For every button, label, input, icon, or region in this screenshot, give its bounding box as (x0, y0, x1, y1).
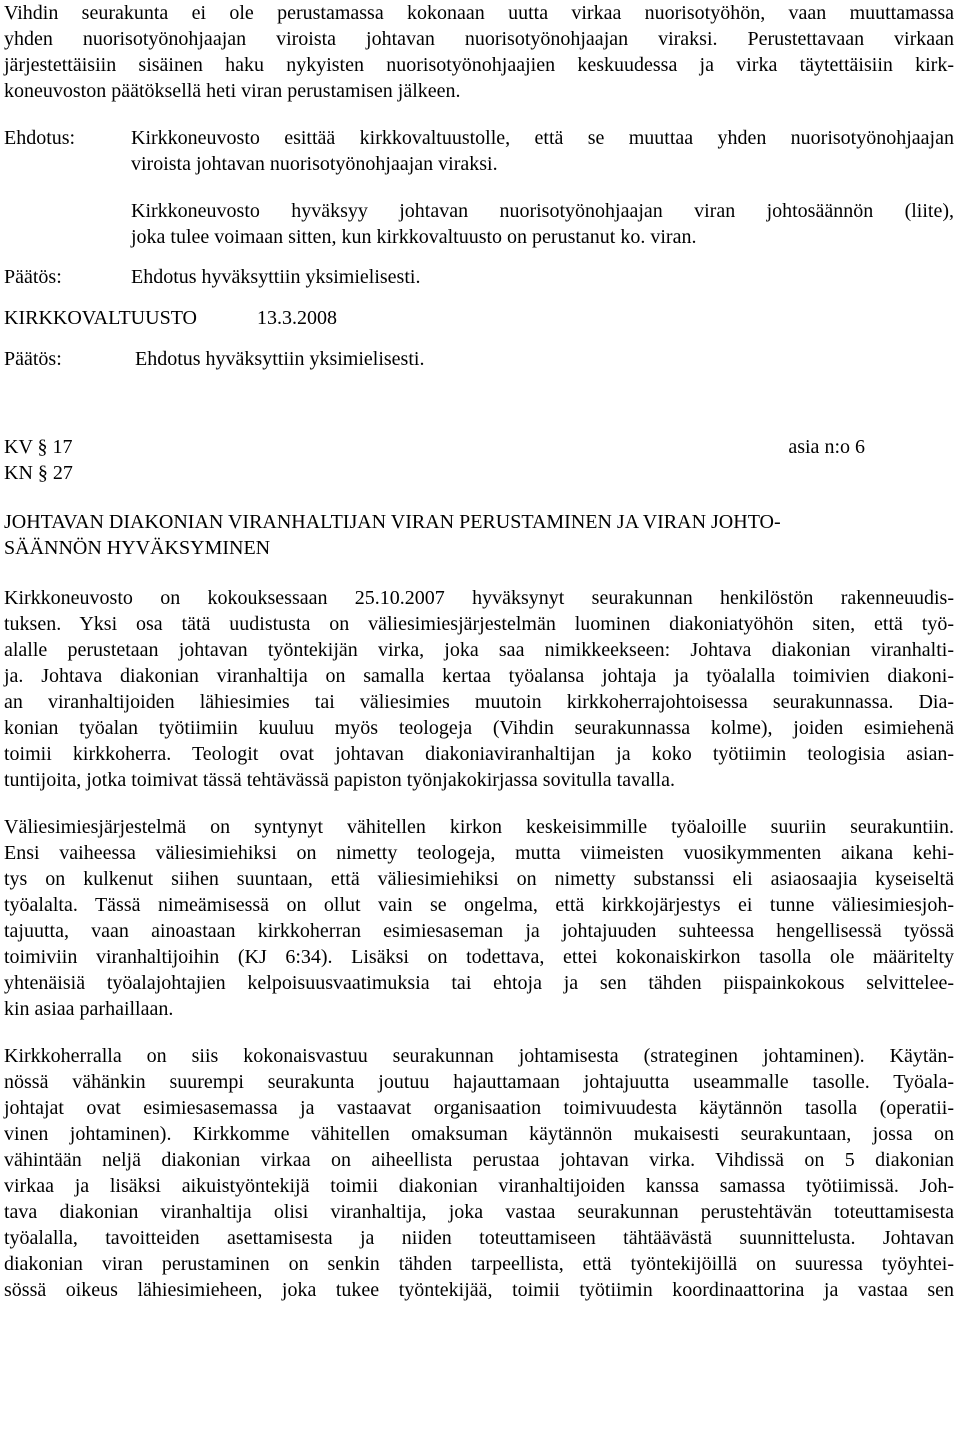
intro-line: yhden nuorisotyönohjaajan viroista johtavan nuorisotyönohjaajan viraksi. Perustettavaan virkaan (4, 28, 954, 50)
body-paragraph-2 (4, 814, 954, 1022)
body-line: ja. Johtava diakonian viranhaltija on samalla kertaa työalansa johtaja ja työalalla toimivien diakoni- (4, 665, 954, 687)
body-line: tuksen. Yksi osa tätä uudistusta on väliesimiesjärjestelmän luominen diakoniatyöhön siten, että työ- (4, 613, 954, 635)
body-line: Kirkkoherralla on siis kokonaisvastuu seurakunnan johtamisesta (strateginen johtaminen). Käytän- (4, 1045, 954, 1067)
body-line: Kirkkoneuvosto on kokouksessaan 25.10.2007 hyväksynyt seurakunnan henkilöstön rakenneuudis- (4, 587, 954, 609)
body-line: tajuutta, vaan ainoastaan kirkkoherran esimiesaseman ja johtajuuden suhteessa hengellisessä työssä (4, 920, 954, 942)
council-date: 13.3.2008 (257, 307, 337, 329)
council-heading (4, 305, 954, 331)
proposal-block (4, 125, 954, 250)
intro-paragraph (4, 0, 954, 104)
body-line: alalle perustetaan johtavan työntekijän virka, joka saa nimikkeekseen: Johtava diakonian viranhalti- (4, 639, 954, 661)
body-line: Väliesimiesjärjestelmä on syntynyt vähitellen kirkon keskeisimmille työaloille suuriin seurakuntiin. (4, 816, 954, 838)
proposal-line: viroista johtavan nuorisotyönohjaajan viraksi. (131, 153, 498, 175)
body-line: sössä oikeus lähiesimieheen, joka tukee työntekijää, toimii työtiimin koordinaattorina ja vastaa sen (4, 1279, 954, 1301)
decision-block-2 (4, 346, 954, 372)
body-line: nössä vähänkin suurempi seurakunta joutuu hajauttamaan johtajuutta useammalle tasolle. Työala- (4, 1071, 954, 1093)
proposal-line: Kirkkoneuvosto esittää kirkkovaltuustolle, että se muuttaa yhden nuorisotyönohjaajan (131, 127, 954, 149)
body-line: Ensi vaiheessa väliesimiehiksi on nimetty teologeja, mutta viimeisten vuosikymmenten aikana kehi- (4, 842, 954, 864)
intro-line: järjestettäisiin sisäinen haku nykyisten nuorisotyönohjaajien keskuudessa ja virka täytettäisiin kirk- (4, 54, 954, 76)
body-line: toimii kirkkoherra. Teologit ovat johtavan diakoniaviranhaltijan ja koko työtiimin teologisia asian- (4, 743, 954, 765)
section-title-line: SÄÄNNÖN HYVÄKSYMINEN (4, 537, 271, 559)
proposal-body (131, 125, 954, 250)
decision-text: Ehdotus hyväksyttiin yksimielisesti. (131, 266, 421, 288)
body-line: konian työalan työtiimiin kuuluu myös teologeja (Vihdin seurakunnassa kolme), joiden esimiehenä (4, 717, 954, 739)
body-line: diakonian viran perustaminen on senkin tähden tarpeellista, että työntekijöillä on suuressa työyhtei- (4, 1253, 954, 1275)
decision-label: Päätös: (4, 266, 62, 288)
proposal-line: Kirkkoneuvosto hyväksyy johtavan nuorisotyönohjaajan viran johtosäännön (liite), (131, 200, 954, 222)
body-line: työalalta. Tässä nimeämisessä on ollut vain se ongelma, että kirkkojärjestys ei tunne väliesimiesjoh- (4, 894, 954, 916)
kn-section: KN § 27 (4, 462, 73, 484)
body-line: työalalla, tavoitteiden asettamisesta ja niiden toteuttamiseen tähtäävästä suunnittelusta. Johtavan (4, 1227, 954, 1249)
section-title-line: JOHTAVAN DIAKONIAN VIRANHALTIJAN VIRAN PERUSTAMINEN JA VIRAN JOHTO- (4, 511, 781, 533)
intro-line: Vihdin seurakunta ei ole perustamassa kokonaan uutta virkaa nuorisotyöhön, vaan muuttamassa (4, 2, 954, 24)
section-reference-row (4, 434, 954, 460)
body-line: kin asiaa parhaillaan. (4, 998, 174, 1020)
body-line: tava diakonian viranhaltija olisi viranhaltija, joka vastaa seurakunnan perustehtävän toteuttamisesta (4, 1201, 954, 1223)
proposal-label: Ehdotus: (4, 127, 76, 149)
decision-block-1 (4, 264, 954, 290)
body-line: toimiviin viranhaltijoihin (KJ 6:34). Lisäksi on todettava, ettei kokonaiskirkon tasolla ole määritelty (4, 946, 954, 968)
body-line: johtajat ovat esimiesasemassa ja vastaavat organisaation toimivuudesta käytännön tasolla (operatii- (4, 1097, 954, 1119)
asia-number: asia n:o 6 (788, 436, 865, 458)
council-name: KIRKKOVALTUUSTO (4, 307, 197, 329)
body-line: yhtenäisiä työalajohtajien kelpoisuusvaatimuksia tai ehtoja ja sen tähden piispainkokous selvitteleе- (4, 972, 954, 994)
body-line: tys on kulkenut siihen suuntaan, että väliesimiehiksi on nimetty substanssi eli asiaosaajia kyseiseltä (4, 868, 954, 890)
decision-text: Ehdotus hyväksyttiin yksimielisesti. (135, 348, 425, 370)
body-line: vähintään neljä diakonian virkaa on aiheellista perustaa johtavan virka. Vihdissä on 5 diakonian (4, 1149, 954, 1171)
document-page (4, 0, 954, 1303)
body-paragraph-3 (4, 1043, 954, 1303)
intro-line: koneuvoston päätöksellä heti viran perustamisen jälkeen. (4, 80, 461, 102)
body-line: tuntijoita, jotka toimivat tässä tehtävässä papiston työnjakokirjassa sovitulla tavalla. (4, 769, 675, 791)
body-line: vinen johtaminen). Kirkkomme vähitellen omaksuman käytännön mukaisesti seurakuntaan, jossa on (4, 1123, 954, 1145)
section-title (4, 509, 954, 561)
body-line: an viranhaltijoiden lähiesimies tai väliesimies muutoin kirkkoherrajohtoisessa seurakunnassa. Dia- (4, 691, 954, 713)
kv-section: KV § 17 (4, 436, 73, 458)
body-paragraph-1 (4, 585, 954, 793)
body-line: virkaa ja lisäksi aikuistyöntekijä toimii diakonian viranhaltijoiden kanssa samassa työtiimissä. Joh- (4, 1175, 954, 1197)
decision-label: Päätös: (4, 348, 62, 370)
proposal-line: joka tulee voimaan sitten, kun kirkkovaltuusto on perustanut ko. viran. (131, 226, 697, 248)
